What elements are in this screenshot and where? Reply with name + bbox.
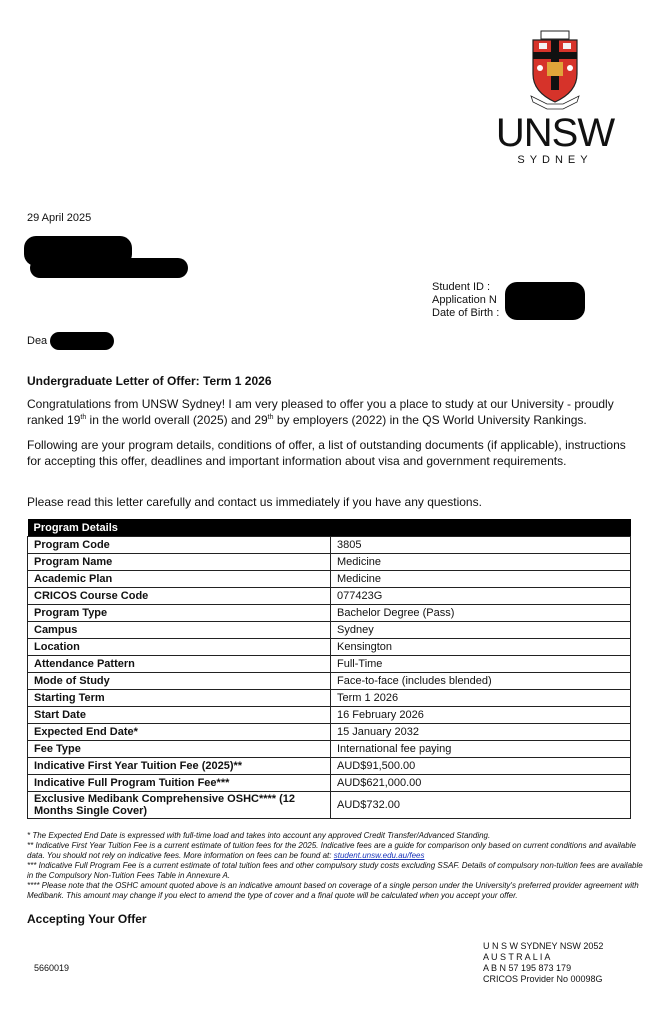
row-label: Starting Term [28,690,331,707]
table-row [28,605,631,622]
program-overview-paragraph: Following are your program details, conditions of offer, a list of outstanding documents (if applicable), instructions for accepting this offer, deadlines and important information about visa and government requirements. [27,438,626,468]
address-line: CRICOS Provider No 00098G [483,974,603,984]
student-id-label: Student ID : [432,281,491,293]
row-label: Expected End Date* [28,724,331,741]
offer-heading: Undergraduate Letter of Offer: Term 1 2026 [27,374,272,388]
table-row [28,622,631,639]
congratulations-paragraph: Congratulations from UNSW Sydney! I am very pleased to offer you a place to study at our University - proudly ranked 19th in the world overall (2025) and 29th by employers (2022) in the QS World University Rankings. [27,397,614,427]
row-value: AUD$732.00 [331,792,631,819]
row-label: Program Type [28,605,331,622]
table-row [28,792,631,819]
redacted-salutation-name [50,332,114,350]
footnote-full-program-fee: *** Indicative Full Program Fee is a current estimate of total tuition fees and other compulsory study costs excluding SSAF. Details of compulsory non-tuition fees are available in the Compulsory Non-Tuition Fees Table in Annexure A. [27,861,643,880]
row-value: AUD$621,000.00 [331,775,631,792]
row-label: Program Name [28,554,331,571]
table-row [28,690,631,707]
table-row [28,571,631,588]
redacted-recipient-address [30,258,188,278]
row-value: Medicine [331,554,631,571]
row-value: Bachelor Degree (Pass) [331,605,631,622]
row-label: Start Date [28,707,331,724]
row-value: 16 February 2026 [331,707,631,724]
row-label: Location [28,639,331,656]
unsw-wordmark: UNSW [495,111,615,155]
row-label: Mode of Study [28,673,331,690]
application-number-label: Application N [432,294,497,306]
row-label: Campus [28,622,331,639]
table-row [28,724,631,741]
letter-date: 29 April 2025 [27,212,92,224]
row-label: CRICOS Course Code [28,588,331,605]
unsw-crest-logo [527,30,583,110]
footnotes [27,831,643,901]
row-label: Indicative First Year Tuition Fee (2025)** [28,758,331,775]
row-label: Indicative Full Program Tuition Fee*** [28,775,331,792]
table-row [28,656,631,673]
table-row [28,639,631,656]
table-row [28,554,631,571]
row-value: International fee paying [331,741,631,758]
unsw-sydney-subtitle: SYDNEY [517,154,593,166]
row-value: 077423G [331,588,631,605]
row-label: Academic Plan [28,571,331,588]
table-row [28,673,631,690]
table-row [28,707,631,724]
footnote-end-date: * The Expected End Date is expressed with full-time load and takes into account any approved Credit Transfer/Advanced Standing. [27,831,491,840]
row-value: Face-to-face (includes blended) [331,673,631,690]
address-line: U N S W SYDNEY NSW 2052 [483,941,604,951]
accepting-offer-heading: Accepting Your Offer [27,912,147,926]
row-value: 15 January 2032 [331,724,631,741]
row-label: Exclusive Medibank Comprehensive OSHC**** (12 Months Single Cover) [28,792,331,819]
program-details-table [27,519,631,819]
table-row [28,775,631,792]
row-label: Fee Type [28,741,331,758]
salutation: Dea [27,335,48,347]
date-of-birth-label: Date of Birth : [432,307,500,319]
table-row [28,758,631,775]
row-value: Full-Time [331,656,631,673]
redacted-student-ids [505,282,585,320]
student-identifiers [432,281,499,320]
address-line: A B N 57 195 873 179 [483,963,572,973]
row-value: AUD$91,500.00 [331,758,631,775]
table-row [28,741,631,758]
row-value: Sydney [331,622,631,639]
table-header: Program Details [28,519,631,537]
footnote-oshc: **** Please note that the OSHC amount quoted above is an indicative amount based on coverage of a single person under the University's preferred provider agreement with Medibank. This amount may change if you elect to amend the type of cover and a final quote will be calculated when you accept your offer. [27,881,639,900]
contact-paragraph: Please read this letter carefully and contact us immediately if you have any questions. [27,495,482,509]
table-row [28,537,631,554]
document-number: 5660019 [34,963,70,973]
row-value: Medicine [331,571,631,588]
row-value: 3805 [331,537,631,554]
row-label: Attendance Pattern [28,656,331,673]
table-row [28,588,631,605]
address-line: A U S T R A L I A [483,952,551,962]
fees-link[interactable]: student.unsw.edu.au/fees [333,851,425,860]
university-address [483,941,603,985]
footnote-first-year-fee: ** Indicative First Year Tuition Fee is a current estimate of tuition fees for the 2025. Indicative fees are a guide for comparison only based on current conditions and available data. You should not rely on indicative fees. More information on fees can be found at: student.unsw.edu.au/fees [27,841,636,860]
row-value: Kensington [331,639,631,656]
row-value: Term 1 2026 [331,690,631,707]
row-label: Program Code [28,537,331,554]
